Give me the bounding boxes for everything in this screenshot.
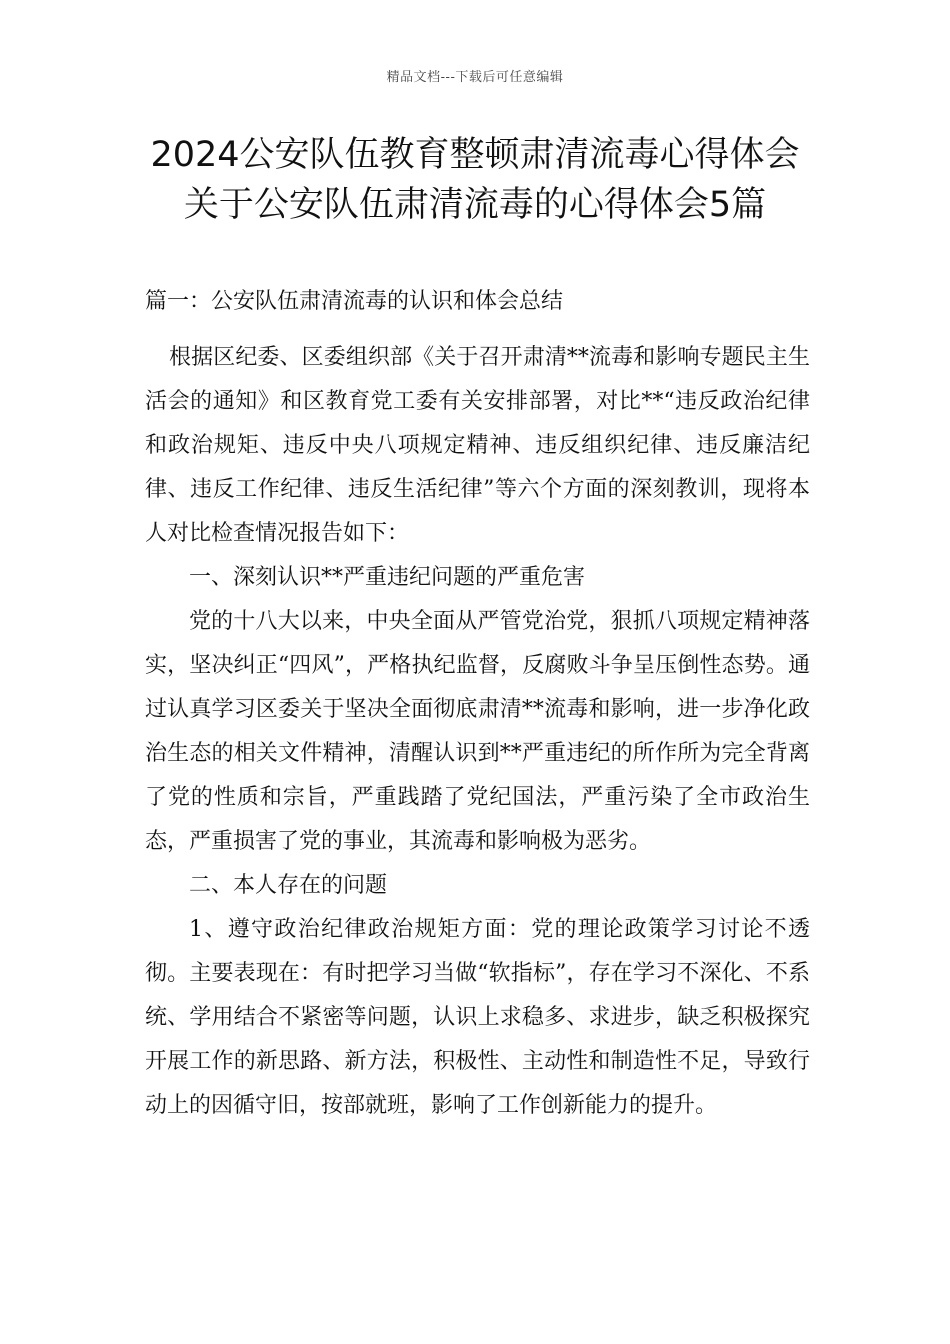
section-heading: 篇一：公安队伍肃清流毒的认识和体会总结 bbox=[145, 289, 564, 314]
subheading-1: 一、深刻认识**严重违纪问题的严重危害 bbox=[189, 565, 586, 590]
paragraph-1: 党的十八大以来，中央全面从严管党治党，狠抓八项规定精神落实，坚决纠正“四风”，严格执纪监督，反腐败斗争呈压倒性态势。通过认真学习区委关于坚决全面彻底肃清**流毒和影响，进一步净化政治生态的相关文件精神，清醒认识到**严重违纪的所作所为完全背离了党的性质和宗旨，严重践踏了党纪国法，严重污染了全市政治生态，严重损害了党的事业，其流毒和影响极为恶劣。 bbox=[145, 609, 810, 854]
paragraph-intro: 根据区纪委、区委组织部《关于召开肃清**流毒和影响专题民主生活会的通知》和区教育党工委有关安排部署，对比**“违反政治纪律和政治规矩、违反中央八项规定精神、违反组织纪律、违反廉洁纪律、违反工作纪律、违反生活纪律”等六个方面的深刻教训，现将本人对比检查情况报告如下： bbox=[145, 345, 810, 546]
document-body bbox=[145, 280, 810, 1128]
document-title: 2024公安队伍教育整顿肃清流毒心得体会 关于公安队伍肃清流毒的心得体会5篇 bbox=[150, 135, 800, 225]
subheading-2: 二、本人存在的问题 bbox=[189, 873, 388, 898]
paragraph-2: 1、遵守政治纪律政治规矩方面：党的理论政策学习讨论不透彻。主要表现在：有时把学习当做“软指标”，存在学习不深化、不系统、学用结合不紧密等问题，认识上求稳多、求进步，缺乏积极探究开展工作的新思路、新方法，积极性、主动性和制造性不足，导致行动上的因循守旧，按部就班，影响了工作创新能力的提升。 bbox=[145, 917, 810, 1118]
header-note: 精品文档---下载后可任意编辑 bbox=[386, 70, 564, 85]
